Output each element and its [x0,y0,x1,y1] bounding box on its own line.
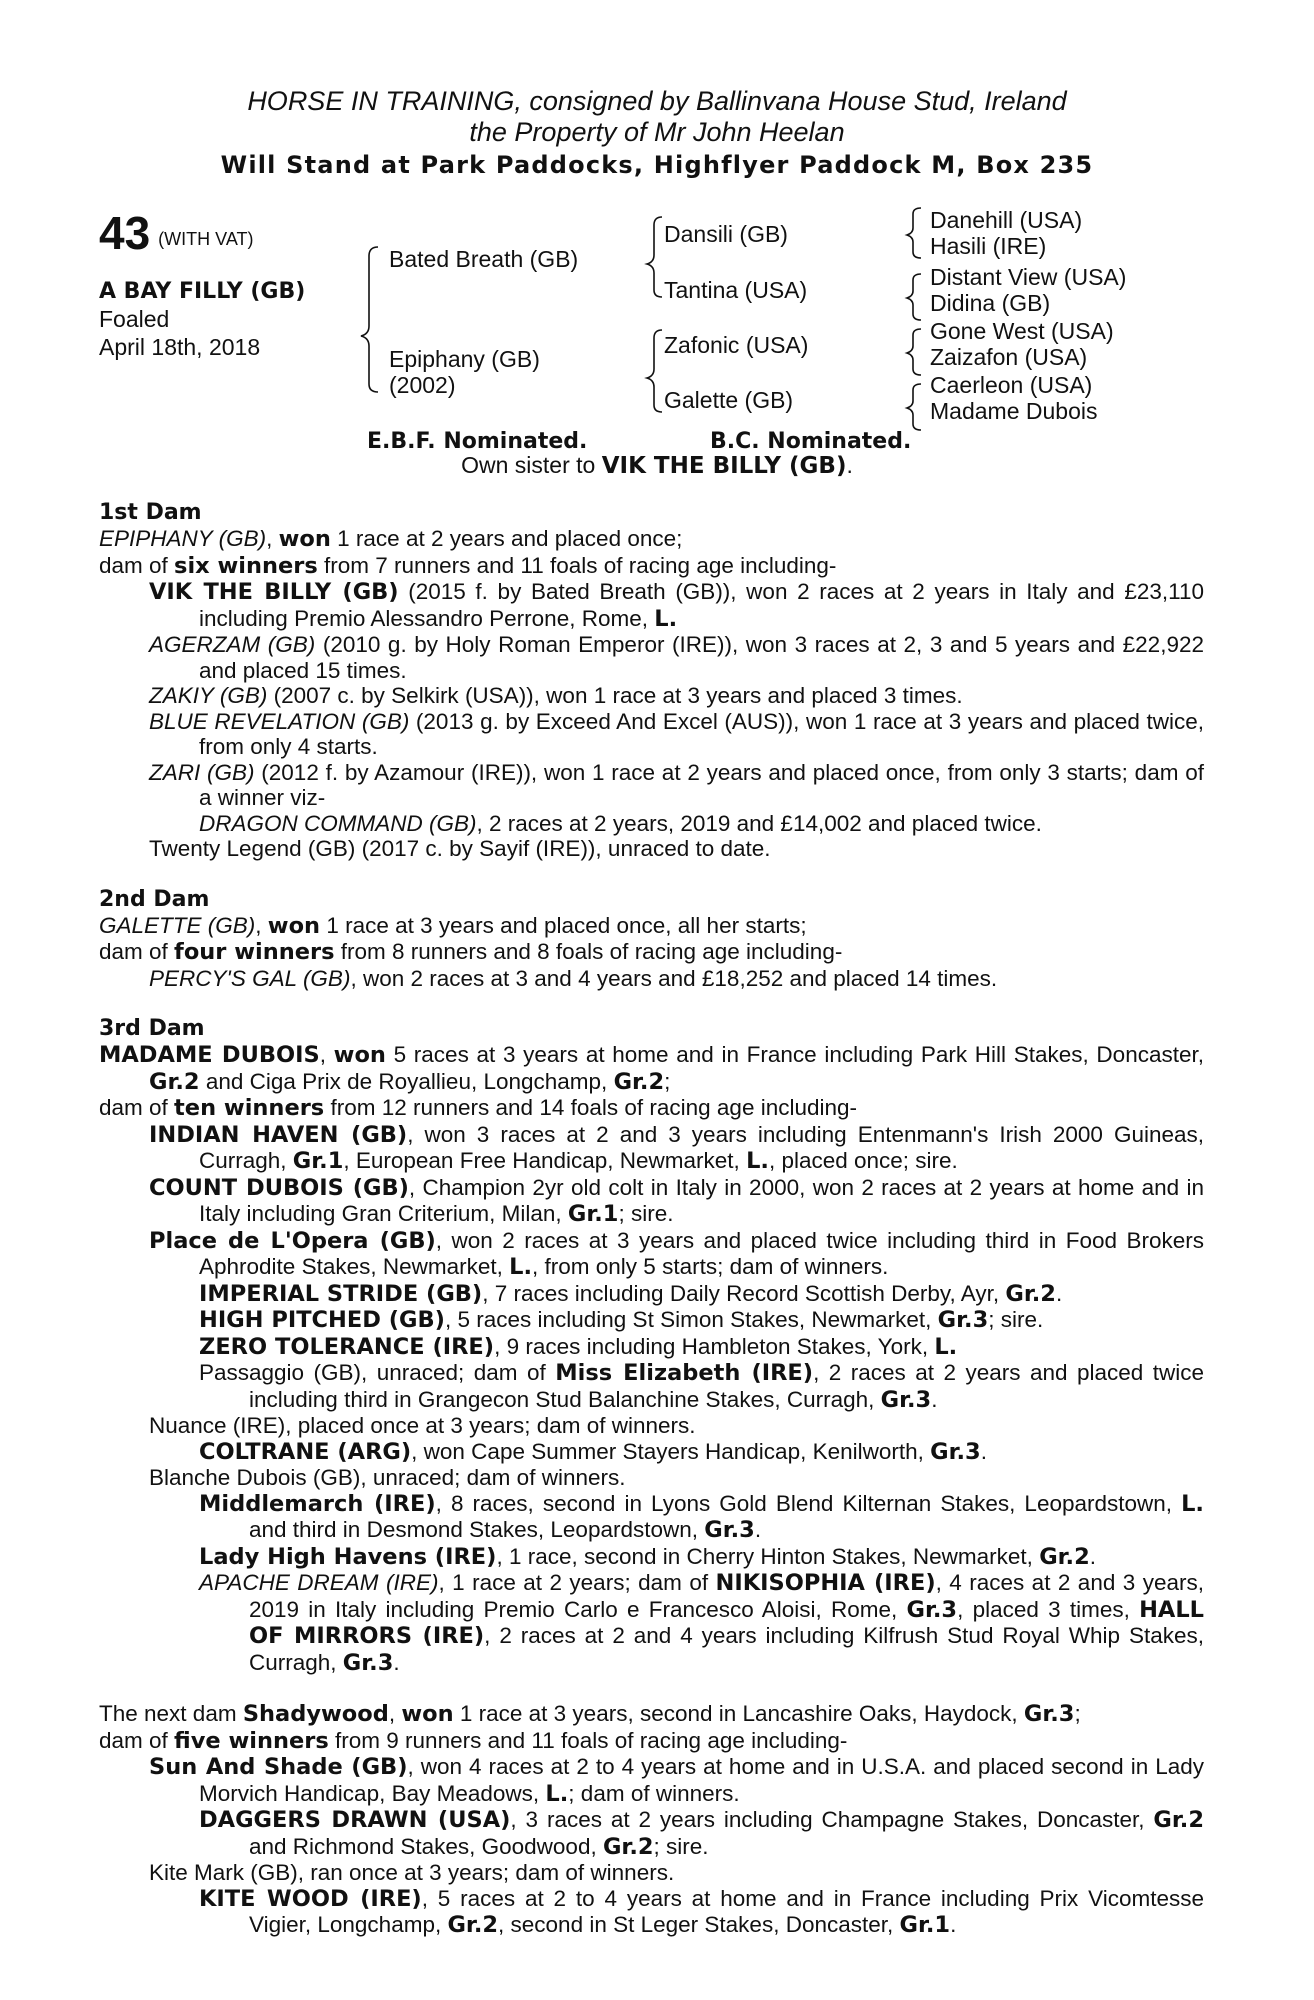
grade-tag: Gr.2 [1005,1280,1056,1307]
first-dam-record: 1 race at 2 years and placed once; [330,526,683,551]
pedigree-gen3-8: Madame Dubois [930,398,1098,424]
progeny-name: Miss Elizabeth (IRE) [555,1360,814,1386]
text: , 5 races at 2 to 4 years at home and in France including Prix Vicomtesse Vigier, Longchamp, [249,1885,1204,1937]
pedigree-gen3-6: Zaizafon (USA) [930,344,1088,370]
pedigree-gen2-2: Tantina (USA) [664,277,808,303]
second-dam-name: GALETTE (GB) [99,912,256,938]
progeny-record: (2013 g. by Exceed And Excel (AUS)), won 1 race at 3 years and placed twice, from only 4 starts. [199,708,1204,759]
progeny-sun-and-shade [149,1754,1204,1807]
text: ; [1074,1701,1081,1726]
progeny-count-dubois [149,1175,1204,1228]
grade-tag: Gr.2 [1039,1543,1090,1570]
progeny-zakiy [149,683,1204,709]
won-label: won [333,1042,386,1068]
grade-tag: Gr.3 [880,1386,932,1413]
text: , 7 races including Daily Record Scottish Derby, Ayr, [482,1280,1006,1306]
text: , 1 race at 2 years; dam of [438,1570,716,1595]
text: , 3 races at 2 years including Champagne Stakes, Doncaster, [510,1807,1154,1832]
progeny-agerzam [149,632,1204,683]
first-dam-intro [99,526,1204,553]
winners-count: six winners [174,552,318,579]
grade-tag: Gr.2 [602,1833,654,1860]
progeny-indian-haven [149,1122,1204,1175]
third-dam-intro [99,1042,1204,1095]
progeny-blanche-dubois: Blanche Dubois (GB), unraced; dam of winners. [149,1465,626,1490]
progeny-record: (2007 c. by Selkirk (USA)), won 1 race at 3 years and placed 3 times. [267,683,963,708]
second-dam-heading: 2nd Dam [99,886,210,912]
text: ; dam of winners. [568,1780,740,1806]
progeny-lady-high-havens [199,1544,1204,1571]
text: , European Free Handicap, Newmarket, [343,1148,747,1173]
progeny-vik-the-billy [149,579,1204,632]
text: ; sire. [988,1307,1044,1332]
progeny-name: Sun And Shade (GB) [149,1754,408,1780]
pedigree-gen3-7: Caerleon (USA) [930,372,1093,398]
pedigree-gen2-4: Galette (GB) [664,387,794,413]
third-dam-name: MADAME DUBOIS [99,1042,320,1068]
pedigree-notes [99,500,1204,1939]
spacer [99,1676,1204,1701]
progeny-name: BLUE REVELATION (GB) [149,708,410,734]
progeny-name: INDIAN HAVEN (GB) [149,1121,408,1148]
grade-tag: Gr.2 [149,1068,200,1095]
spacer [99,991,1204,1016]
text: , 2 races at 2 and 4 years including Kilfrush Stud Royal Whip Stakes, Curragh, [249,1623,1204,1675]
progeny-name: Middlemarch (IRE) [199,1490,436,1517]
progeny-nuance: Nuance (IRE), placed once at 3 years; dam of winners. [149,1413,696,1438]
pedigree-gen3-4: Didina (GB) [930,290,1051,316]
progeny-name: HIGH PITCHED (GB) [199,1307,445,1333]
progeny-record: (2012 f. by Azamour (IRE)), won 1 race at 2 years and placed once, from only 3 starts; dam of a winner viz- [199,759,1204,810]
spacer [99,862,1204,887]
text: . [931,1386,938,1412]
listed-tag: L. [509,1254,533,1280]
third-dam-heading: 3rd Dam [99,1016,205,1041]
vat-label: (WITH VAT) [158,229,254,249]
pedigree-brackets [0,0,1314,440]
won-label: won [267,912,321,939]
sep: , [255,912,268,938]
text: and third in Desmond Stakes, Leopardstown, [249,1517,705,1542]
owner-line: the Property of Mr John Heelan [469,117,845,147]
progeny-name: NIKISOPHIA (IRE) [715,1570,936,1596]
grade-tag: Gr.2 [447,1912,499,1938]
sep: , [319,1042,334,1067]
progeny-dragon-command [199,811,1204,837]
progeny-name: COLTRANE (ARG) [199,1438,412,1465]
text: , won Cape Summer Stayers Handicap, Kenilworth, [411,1438,931,1464]
progeny-record: (2010 g. by Holy Roman Emperor (IRE)), won 3 races at 2, 3 and 5 years and £22,922 and placed 15 times. [199,632,1204,683]
progeny-middlemarch [199,1491,1204,1544]
won-label: won [278,526,331,552]
sister-suffix: . [846,452,853,478]
text: . [393,1649,400,1675]
text: and Richmond Stakes, Goodwood, [249,1833,603,1859]
foaled-label: Foaled [99,306,170,332]
text: ; [664,1068,671,1094]
progeny-kite-mark: Kite Mark (GB), ran once at 3 years; dam of winners. [149,1860,675,1885]
text: Passaggio (GB), unraced; dam of [199,1360,556,1385]
second-dam-intro [99,913,1204,940]
progeny-name: Lady High Havens (IRE) [199,1543,497,1570]
text: , won 4 races at 2 to 4 years at home and in U.S.A. and placed second in Lady Morvich Handicap, Bay Meadows, [199,1754,1205,1806]
text: , 4 races at 2 and 3 years, 2019 in Italy including Premio Carlo e Francesco Aloisi, Rome, [249,1570,1204,1622]
listed-tag: L. [746,1148,769,1174]
listed-tag: L. [934,1333,958,1360]
grade-tag: Gr.3 [704,1517,755,1543]
progeny-zari [149,760,1204,811]
progeny-percys-gal [149,966,1204,992]
text: 1 race at 3 years, second in Lancashire Oaks, Haydock, [453,1701,1024,1726]
sister-name: VIK THE BILLY (GB) [601,453,847,479]
text: , 8 races, second in Lyons Gold Blend Kilternan Stakes, Leopardstown, [435,1490,1182,1516]
consignor-line: HORSE IN TRAINING, consigned by Ballinvana House Stud, Ireland [247,86,1067,116]
text: , placed once; sire. [768,1148,958,1173]
progeny-coltrane [199,1439,1204,1466]
grade-tag: Gr.3 [930,1438,981,1465]
text: . [950,1912,957,1937]
text: . [754,1517,762,1542]
progeny-blue-revelation [149,709,1204,760]
dam-year: (2002) [389,372,456,398]
progeny-name: AGERZAM (GB) [149,632,316,657]
grade-tag: Gr.1 [292,1148,344,1174]
second-dam-produce [99,939,1204,966]
progeny-name: VIK THE BILLY (GB) [149,579,399,605]
produce-post: from 9 runners and 11 foals of racing age including- [328,1727,848,1753]
progeny-name: ZAKIY (GB) [149,683,268,708]
produce-pre: dam of [99,1727,175,1753]
progeny-name: IMPERIAL STRIDE (GB) [199,1280,483,1307]
progeny-record: , 2 races at 2 years, 2019 and £14,002 and placed twice. [476,810,1042,836]
third-dam-produce [99,1095,1204,1122]
progeny-name: Place de L'Opera (GB) [149,1227,436,1254]
pedigree-gen3-2: Hasili (IRE) [930,233,1047,259]
pedigree-gen2-3: Zafonic (USA) [664,332,809,358]
produce-post: from 8 runners and 8 foals of racing age including- [334,939,843,964]
grade-tag: Gr.1 [567,1201,619,1227]
text: The next dam [99,1701,243,1726]
text: and Ciga Prix de Royallieu, Longchamp, [199,1068,614,1094]
text: , placed 3 times, [957,1596,1140,1622]
grade-tag: Gr.2 [613,1068,665,1095]
text: . [980,1438,987,1464]
next-dam-produce [99,1728,1204,1755]
bc-nomination: B.C. Nominated. [710,429,912,454]
pedigree-gen3-3: Distant View (USA) [930,264,1127,290]
text: , won 2 races at 3 years and placed twice including third in Food Brokers Aphrodite Stakes, Newmarket, [199,1227,1205,1279]
grade-tag: Gr.1 [899,1912,951,1938]
progeny-daggers-drawn [199,1807,1204,1860]
first-dam-heading: 1st Dam [99,500,202,525]
text: , Champion 2yr old colt in Italy in 2000, won 2 races at 2 years at home and in Italy including Gran Criterium, Milan, [199,1174,1204,1226]
winners-count: ten winners [174,1095,325,1121]
grade-tag: Gr.3 [342,1649,394,1676]
grade-tag: Gr.3 [937,1307,989,1333]
progeny-passaggio [199,1360,1204,1413]
produce-post: from 7 runners and 11 foals of racing age including- [317,552,837,578]
pedigree-gen2-1: Dansili (GB) [664,221,788,247]
text: . [1089,1543,1097,1569]
sep: , [388,1701,402,1726]
progeny-name: KITE WOOD (IRE) [199,1885,422,1912]
sep: , [266,526,279,551]
lot-number: 43 [99,207,151,259]
own-sister-line [0,451,1314,480]
second-dam-record: 1 race at 3 years and placed once, all her starts; [320,912,807,938]
progeny-name: PERCY'S GAL (GB) [149,965,351,991]
text: . [1055,1280,1063,1306]
ebf-nomination: E.B.F. Nominated. [367,429,588,454]
progeny-apache-dream [199,1570,1204,1676]
grade-tag: Gr.2 [1153,1807,1204,1833]
text: , from only 5 starts; dam of winners. [532,1254,889,1279]
first-dam-name: EPIPHANY (GB) [99,526,267,551]
text: , 1 race, second in Cherry Hinton Stakes, Newmarket, [496,1543,1040,1569]
stand-location: Will Stand at Park Paddocks, Highflyer Paddock M, Box 235 [220,151,1094,179]
listed-tag: L. [545,1780,569,1807]
progeny-record: , won 2 races at 3 and 4 years and £18,252 and placed 14 times. [350,965,998,991]
text: , 9 races including Hambleton Stakes, York, [494,1333,935,1359]
foaled-date: April 18th, 2018 [99,334,261,360]
progeny-name: DAGGERS DRAWN (USA) [199,1807,511,1833]
progeny-name: APACHE DREAM (IRE) [199,1570,439,1595]
sire-name: Bated Breath (GB) [389,246,579,272]
progeny-name: DRAGON COMMAND (GB) [199,810,477,836]
produce-pre: dam of [99,1095,175,1120]
first-dam-produce [99,553,1204,580]
lot-description: A BAY FILLY (GB) [99,279,306,304]
progeny-twenty-legend: Twenty Legend (GB) (2017 c. by Sayif (IRE)), unraced to date. [149,836,771,861]
listed-tag: L. [654,605,678,632]
winners-count: five winners [174,1727,329,1754]
winners-count: four winners [174,939,335,965]
produce-pre: dam of [99,552,175,578]
progeny-name: ZARI (GB) [149,759,255,785]
text: , 2 races at 2 years and placed twice including third in Grangecon Stud Balanchine Stakes, Curragh, [249,1360,1205,1412]
progeny-high-pitched [199,1307,1204,1334]
grade-tag: Gr.3 [1023,1701,1075,1727]
pedigree-gen3-5: Gone West (USA) [930,318,1114,344]
text: ; sire. [618,1201,674,1226]
listed-tag: L. [1181,1490,1204,1517]
won-label: won [401,1701,454,1727]
text: , 5 races including St Simon Stakes, Newmarket, [444,1307,938,1332]
progeny-name: COUNT DUBOIS (GB) [149,1174,409,1201]
sister-prefix: Own sister to [461,452,602,478]
text: 5 races at 3 years at home and in France including Park Hill Stakes, Doncaster, [385,1042,1204,1067]
text: , second in St Leger Stakes, Doncaster, [498,1912,900,1937]
progeny-name: ZERO TOLERANCE (IRE) [199,1333,495,1360]
progeny-zero-tolerance [199,1334,1204,1361]
next-dam-name: Shadywood [242,1701,389,1727]
pedigree-gen3-1: Danehill (USA) [930,207,1083,233]
grade-tag: Gr.3 [906,1596,958,1623]
text: , won 3 races at 2 and 3 years including Entenmann's Irish 2000 Guineas, Curragh, [199,1121,1205,1173]
next-dam-intro [99,1701,1204,1728]
text: ; sire. [653,1833,709,1859]
dam-name: Epiphany (GB) [389,346,540,372]
produce-pre: dam of [99,939,175,964]
produce-post: from 12 runners and 14 foals of racing age including- [324,1095,858,1120]
progeny-place-de-lopera [149,1228,1204,1281]
progeny-record: (2015 f. by Bated Breath (GB)), won 2 races at 2 years in Italy and £23,110 including Premio Alessandro Perrone, Rome, [199,579,1204,631]
progeny-kite-wood [199,1886,1204,1939]
progeny-name: HALL OF MIRRORS (IRE) [249,1596,1204,1649]
progeny-imperial-stride [199,1281,1204,1308]
